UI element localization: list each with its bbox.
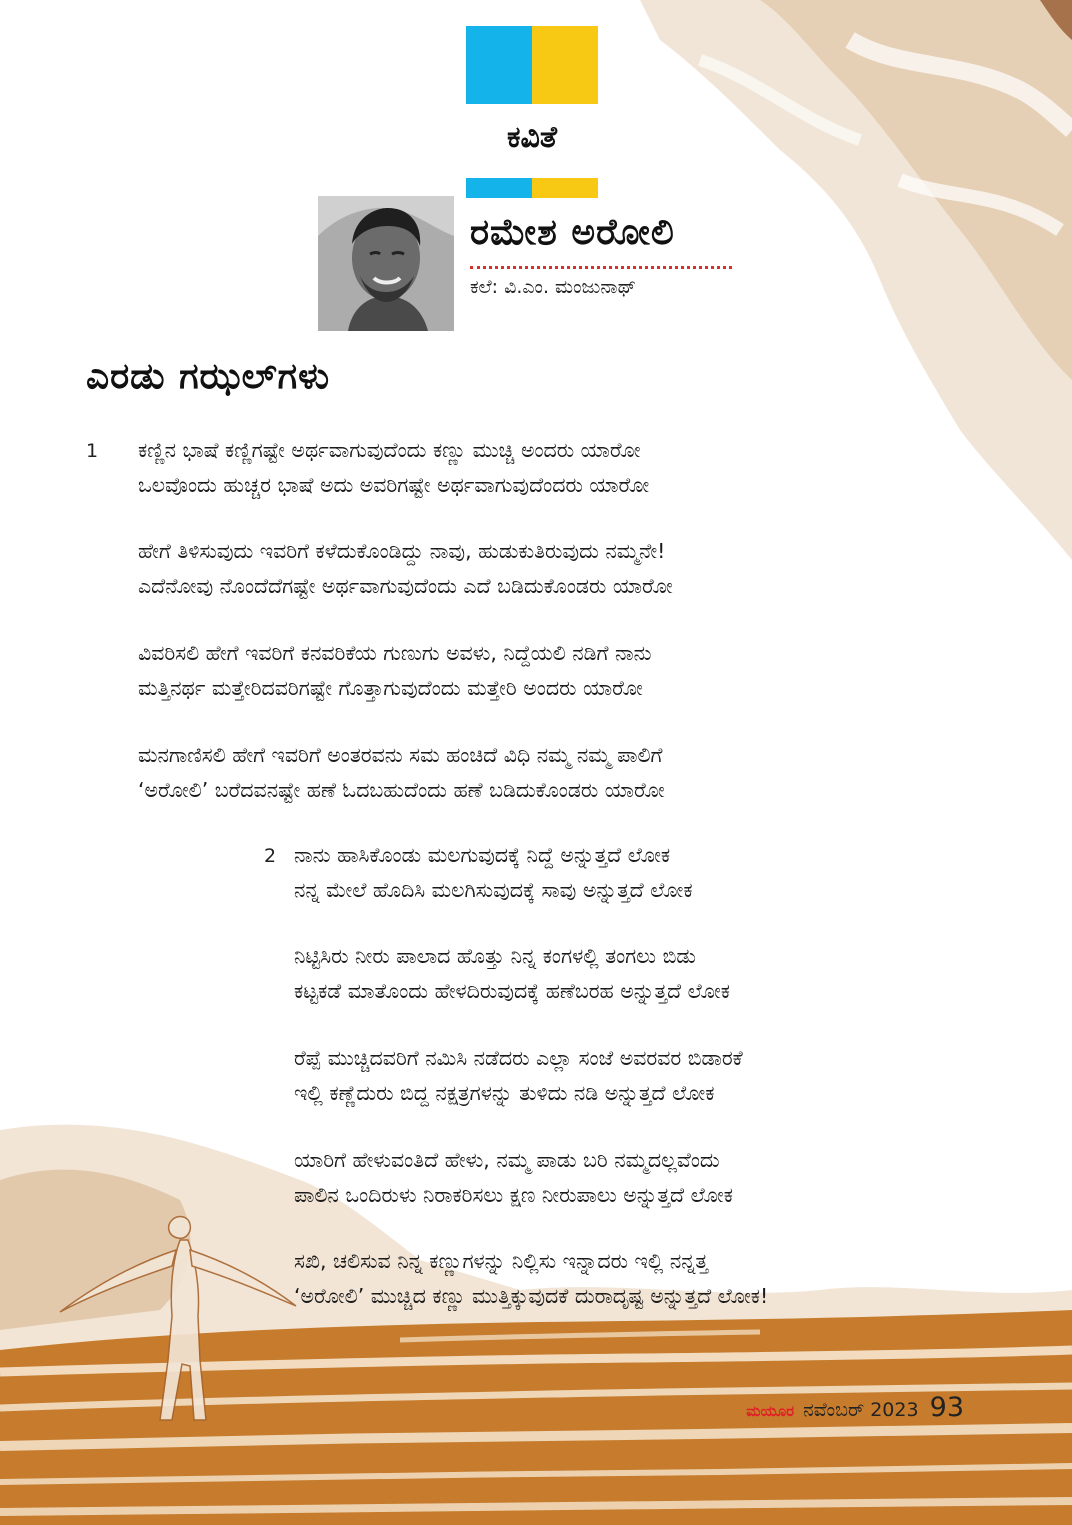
ghazal-1-stanza-1	[138, 433, 649, 503]
poem-line: ನನ್ನ ಮೇಲೆ ಹೊದಿಸಿ ಮಲಗಿಸುವುದಕ್ಕೆ ಸಾವು ಅನ್ನುತ್ತದೆ ಲೋಕ	[294, 878, 693, 902]
page-number: 93	[929, 1392, 964, 1423]
ghazal-2-stanza-3	[294, 1041, 743, 1111]
badge-blue-bar	[466, 178, 532, 198]
ghazal-2-stanza-2	[294, 939, 730, 1009]
poem-line: ‘ಅರೋಲಿ’ ಬರೆದವನಷ್ಟೇ ಹಣೆ ಓದಬಹುದೆಂದು ಹಣೆ ಬಡಿದುಕೊಂಡರು ಯಾರೋ	[138, 778, 665, 802]
poem-line: ಪಾಲಿನ ಒಂದಿರುಳು ನಿರಾಕರಿಸಲು ಕ್ಷಣ ನೀರುಪಾಲು ಅನ್ನುತ್ತದೆ ಲೋಕ	[294, 1183, 733, 1207]
author-photo	[318, 196, 454, 331]
poem-line: ವಿವರಿಸಲಿ ಹೇಗೆ ಇವರಿಗೆ ಕನವರಿಕೆಯ ಗುಣುಗು ಅವಳು, ನಿದ್ದೆಯಲಿ ನಡಿಗೆ ನಾನು	[138, 641, 652, 665]
art-credit: ಕಲೆ: ವಿ.ಎಂ. ಮಂಜುನಾಥ್	[470, 276, 637, 298]
poem-line: ಕಟ್ಟಕಡೆ ಮಾತೊಂದು ಹೇಳದಿರುವುದಕ್ಕೆ ಹಣೆಬರಹ ಅನ್ನುತ್ತದೆ ಲೋಕ	[294, 979, 730, 1003]
ghazal-2-stanza-4	[294, 1143, 733, 1213]
ghazal-2-stanza-1	[294, 838, 693, 908]
ghazal-1	[138, 433, 938, 833]
poem-line: ಎದೆನೋವು ನೊಂದೆದೆಗಷ್ಟೇ ಅರ್ಥವಾಗುವುದೆಂದು ಎದೆ ಬಡಿದುಕೊಂಡರು ಯಾರೋ	[138, 574, 673, 598]
cloud-wash-left	[0, 1170, 190, 1330]
ghazal-1-stanza-2	[138, 534, 673, 604]
page-footer	[746, 1392, 964, 1423]
magazine-name: ಮಯೂರ	[746, 1402, 795, 1420]
ghazal-1-stanza-4	[138, 738, 665, 808]
badge-blue-block	[466, 26, 532, 104]
badge-yellow-bar	[532, 178, 598, 198]
poem-line: ‘ಅರೋಲಿ’ ಮುಚ್ಚಿದ ಕಣ್ಣು ಮುತ್ತಿಕ್ಕುವುದಕೆ ದುರಾದೃಷ್ಟ ಅನ್ನುತ್ತದೆ ಲೋಕ!	[294, 1284, 769, 1308]
ghazal-1-stanza-3	[138, 636, 652, 706]
poem-line: ಕಣ್ಣಿನ ಭಾಷೆ ಕಣ್ಣಿಗಷ್ಟೇ ಅರ್ಥವಾಗುವುದೆಂದು ಕಣ್ಣು ಮುಚ್ಚಿ ಅಂದರು ಯಾರೋ	[138, 438, 641, 462]
poem-line: ಸಖಿ, ಚಲಿಸುವ ನಿನ್ನ ಕಣ್ಣುಗಳನ್ನು ನಿಲ್ಲಿಸು ಇನ್ನಾದರು ಇಲ್ಲಿ ನನ್ನತ್ತ	[294, 1249, 709, 1273]
poem-line: ಮತ್ತಿನರ್ಥ ಮತ್ತೇರಿದವರಿಗಷ್ಟೇ ಗೊತ್ತಾಗುವುದೆಂದು ಮತ್ತೇರಿ ಅಂದರು ಯಾರೋ	[138, 676, 643, 700]
poem-line: ನಾನು ಹಾಸಿಕೊಂಡು ಮಲಗುವುದಕ್ಕೆ ನಿದ್ದೆ ಅನ್ನುತ್ತದೆ ಲೋಕ	[294, 843, 671, 867]
poem-line: ರೆಪ್ಪೆ ಮುಚ್ಚಿದವರಿಗೆ ನಮಿಸಿ ನಡೆದರು ಎಲ್ಲಾ ಸಂಜೆ ಅವರವರ ಬಿಡಾರಕೆ	[294, 1046, 743, 1070]
ghazal-2-stanza-5	[294, 1244, 768, 1314]
poem-line: ಮನಗಾಣಿಸಲಿ ಹೇಗೆ ಇವರಿಗೆ ಅಂತರವನು ಸಮ ಹಂಚಿದೆ ವಿಧಿ ನಮ್ಮ ನಮ್ಮ ಪಾಲಿಗೆ	[138, 743, 663, 767]
section-label: ಕವಿತೆ	[507, 120, 557, 155]
issue-date: ನವೆಂಬರ್ 2023	[803, 1399, 919, 1421]
ghazal-2	[294, 838, 1072, 1338]
poem-line: ಯಾರಿಗೆ ಹೇಳುವಂತಿದೆ ಹೇಳು, ನಮ್ಮ ಪಾಡು ಬರಿ ನಮ್ಮದಲ್ಲವೆಂದು	[294, 1148, 720, 1172]
poem-line: ಒಲವೊಂದು ಹುಚ್ಚರ ಭಾಷೆ ಅದು ಅವರಿಗಷ್ಟೇ ಅರ್ಥವಾಗುವುದೆಂದರು ಯಾರೋ	[138, 473, 650, 497]
poem-line: ಹೇಗೆ ತಿಳಿಸುವುದು ಇವರಿಗೆ ಕಳೆದುಕೊಂಡಿದ್ದು ನಾವು, ಹುಡುಕುತಿರುವುದು ನಮ್ಮನೇ!	[138, 539, 666, 563]
poem-title: ಎರಡು ಗಝಲ್‌ಗಳು	[86, 356, 331, 397]
section-badge	[466, 26, 598, 172]
poem-line: ನಿಟ್ಟಿಸಿರು ನೀರು ಪಾಲಾದ ಹೊತ್ತು ನಿನ್ನ ಕಂಗಳಲ್ಲಿ ತಂಗಲು ಬಿಡು	[294, 944, 696, 968]
ghazal-1-number: 1	[86, 440, 99, 462]
badge-yellow-block	[532, 26, 598, 104]
poem-line: ಇಲ್ಲಿ ಕಣ್ಣೆದುರು ಬಿದ್ದ ನಕ್ಷತ್ರಗಳನ್ನು ತುಳಿದು ನಡಿ ಅನ್ನುತ್ತದೆ ಲೋಕ	[294, 1081, 715, 1105]
author-name: ರಮೇಶ ಅರೋಲಿ	[470, 212, 675, 253]
author-divider	[470, 266, 732, 269]
ghazal-2-number: 2	[264, 845, 277, 867]
